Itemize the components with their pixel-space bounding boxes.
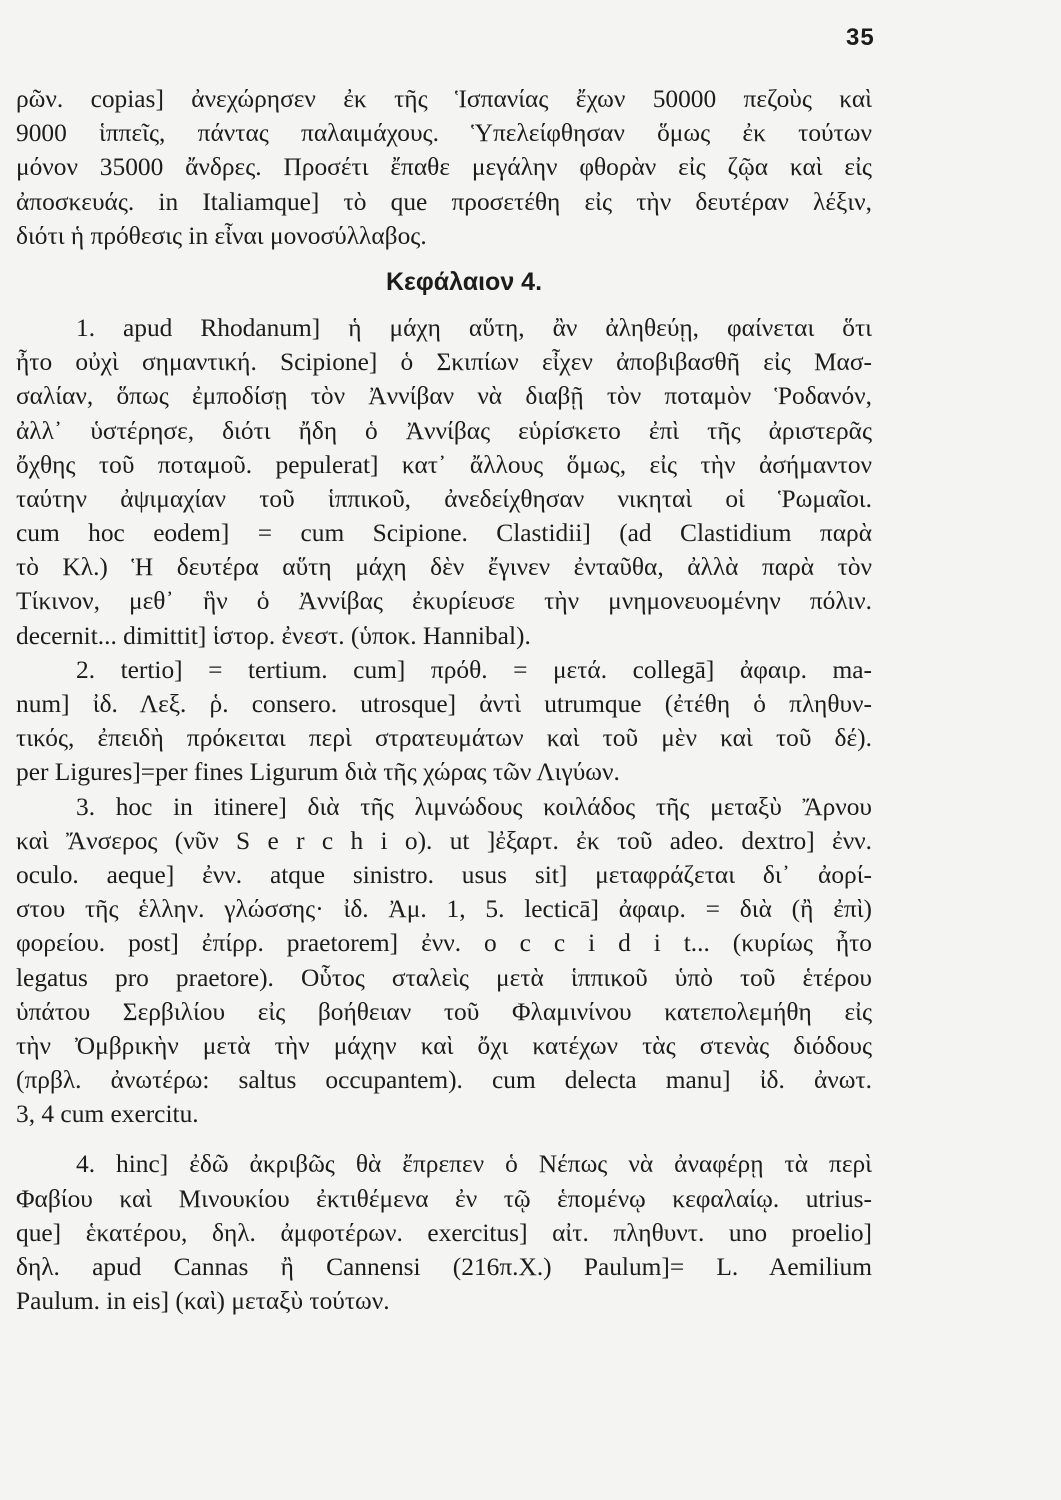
note-section-2: [16, 653, 872, 790]
text-line: ρῶν. copias] ἀνεχώρησεν ἐκ τῆς Ἱσπανίας ἔχων 50000 πεζοὺς καὶ: [16, 85, 872, 113]
text-line: ἀλλ᾿ ὑστέρησε, διότι ἤδη ὁ Ἀννίβας εὑρίσκετο ἐπὶ τῆς ἀριστερᾶς: [16, 416, 872, 445]
note-section-4: [16, 1147, 872, 1318]
text-line: oculo. aeque] ἐνν. atque sinistro. usus sit] μεταφράζεται δι᾿ ἀορί-: [16, 860, 872, 889]
text-line: cum hoc eodem] = cum Scipione. Clastidii] (ad Clastidium παρὰ: [16, 519, 872, 548]
text-line: ὑπάτου Σερβιλίου εἰς βοήθειαν τοῦ Φλαμινίνου κατεπολεμήθη εἰς: [16, 997, 872, 1026]
text-line: τικός, ἐπειδὴ πρόκειται περὶ στρατευμάτων καὶ τοῦ μὲν καὶ τοῦ δέ).: [16, 724, 872, 753]
text-line: ὄχθης τοῦ ποταμοῦ. pepulerat] κατ᾿ ἄλλους ὅμως, εἰς τὴν ἀσήμαντον: [16, 450, 872, 479]
text-line: τὸ Κλ.) Ἡ δευτέρα αὕτη μάχη δὲν ἔγινεν ἐνταῦθα, ἀλλὰ παρὰ τὸν: [16, 553, 872, 582]
text-line: διότι ἡ πρόθεσις in εἶναι μονοσύλλαβος.: [16, 221, 427, 250]
commentary-text: [16, 82, 872, 1318]
text-line: 9000 ἱππεῖς, πάντας παλαιμάχους. Ὑπελείφθησαν ὅμως ἐκ τούτων: [16, 119, 872, 148]
text-line: 2. tertio] = tertium. cum] πρόθ. = μετά. collegā] ἀφαιρ. ma-: [76, 655, 872, 684]
text-line: legatus pro praetore). Οὗτος σταλεὶς μετὰ ἱππικοῦ ὑπὸ τοῦ ἑτέρου: [16, 963, 872, 992]
text-line: δηλ. apud Cannas ἢ Cannensi (216π.Χ.) Paulum]= L. Aemilium: [16, 1253, 872, 1281]
text-line: per Ligures]=per fines Ligurum διὰ τῆς χώρας τῶν Λιγύων.: [16, 758, 620, 787]
text-line: Τίκινον, μεθ᾿ ἣν ὁ Ἀννίβας ἐκυρίευσε τὴν μνημονευομένην πόλιν.: [16, 587, 872, 616]
text-line: Φαβίου καὶ Μινουκίου ἐκτιθέμενα ἐν τῷ ἑπομένῳ κεφαλαίῳ. utrius-: [16, 1184, 872, 1213]
text-line: (πρβλ. ἀνωτέρω: saltus occupantem). cum delecta manu] ἰδ. ἀνωτ.: [16, 1066, 872, 1095]
text-line: καὶ Ἄνσερος (νῦν S e r c h i o). ut ]ἐξαρτ. ἐκ τοῦ adeo. dextro] ἐνν.: [16, 826, 872, 855]
text-line: num] ἰδ. Λεξ. ῥ. consero. utrosque] ἀντὶ utrumque (ἐτέθη ὁ πληθυν-: [16, 690, 872, 718]
text-line: Paulum. in eis] (καὶ) μεταξὺ τούτων.: [16, 1287, 390, 1316]
note-section-1: [16, 311, 872, 653]
text-line: 4. hinc] ἐδῶ ἀκριβῶς θὰ ἔπρεπεν ὁ Νέπως νὰ ἀναφέρῃ τὰ περὶ: [76, 1150, 872, 1179]
page-number: 35: [846, 24, 875, 51]
paragraph-gap: [16, 1131, 872, 1147]
text-line: que] ἑκατέρου, δηλ. ἀμφοτέρων. exercitus] αἰτ. πληθυντ. uno proelio]: [16, 1218, 872, 1247]
chapter-heading: Κεφάλαιον 4.: [385, 267, 543, 296]
text-line: σαλίαν, ὅπως ἐμποδίσῃ τὸν Ἀννίβαν νὰ διαβῇ τὸν ποταμὸν Ῥοδανόν,: [16, 382, 872, 411]
text-line: στου τῆς ἑλλην. γλώσσης· ἰδ. Ἀμ. 1, 5. lecticā] ἀφαιρ. = διὰ (ἢ ἐπὶ): [16, 895, 872, 924]
text-line: τὴν Ὀμβρικὴν μετὰ τὴν μάχην καὶ ὄχι κατέχων τὰς στενὰς διόδους: [16, 1031, 872, 1060]
paragraph-intro: [16, 82, 872, 253]
text-line: decernit... dimittit] ἱστορ. ἐνεστ. (ὑποκ. Hannibal).: [16, 621, 531, 650]
text-line: 1. apud Rhodanum] ἡ μάχη αὕτη, ἂν ἀληθεύῃ, φαίνεται ὅτι: [76, 313, 872, 342]
note-section-3: [16, 790, 872, 1132]
text-line: ἀποσκευάς. in Italiamque] τὸ que προσετέθη εἰς τὴν δευτέραν λέξιν,: [16, 187, 872, 216]
text-line: 3, 4 cum exercitu.: [16, 1100, 199, 1129]
text-line: φορείου. post] ἐπίρρ. praetorem] ἐνν. o c c i d i t... (κυρίως ἦτο: [16, 929, 872, 958]
text-line: ἦτο οὐχὶ σημαντική. Scipione] ὁ Σκιπίων εἶχεν ἀποβιβασθῆ εἰς Μασ-: [16, 348, 872, 377]
text-line: μόνον 35000 ἄνδρες. Προσέτι ἔπαθε μεγάλην φθορὰν εἰς ζῷα καὶ εἰς: [16, 153, 872, 182]
text-line: ταύτην ἀψιμαχίαν τοῦ ἱππικοῦ, ἀνεδείχθησαν νικηταὶ οἱ Ῥωμαῖοι.: [16, 484, 872, 513]
text-line: 3. hoc in itinere] διὰ τῆς λιμνώδους κοιλάδος τῆς μεταξὺ Ἄρνου: [76, 792, 872, 821]
